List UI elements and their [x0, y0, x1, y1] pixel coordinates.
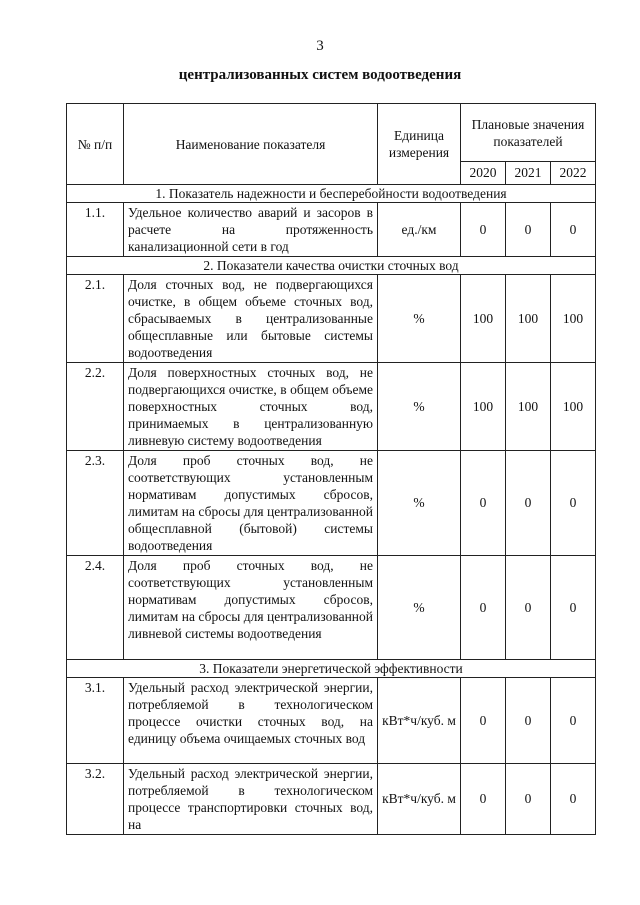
section-title: 1. Показатель надежности и бесперебойности водоотведения: [67, 185, 596, 203]
header-year: 2022: [551, 162, 596, 185]
row-unit: ед./км: [378, 203, 461, 257]
row-value: 0: [551, 451, 596, 556]
row-value: 0: [551, 203, 596, 257]
row-value: 0: [461, 678, 506, 764]
header-year: 2021: [506, 162, 551, 185]
table-row: [67, 451, 596, 556]
row-unit: %: [378, 275, 461, 363]
row-value: 0: [461, 764, 506, 835]
table-row: [67, 363, 596, 451]
row-name: Доля проб сточных вод, не соответствующих установленным нормативам допустимых сбросов, лимитам на сбросы для централизованной общесплавной (бытовой) системы водоотведения: [124, 451, 378, 556]
row-unit: %: [378, 363, 461, 451]
row-value: 0: [461, 556, 506, 660]
row-name: Удельное количество аварий и засоров в расчете на протяженность канализационной сети в год: [124, 203, 378, 257]
header-num: № п/п: [67, 104, 124, 185]
row-unit: кВт*ч/куб. м: [378, 764, 461, 835]
row-name: Удельный расход электрической энергии, потребляемой в технологическом процессе транспортировки сточных вод, на: [124, 764, 378, 835]
row-value: 100: [506, 363, 551, 451]
row-value: 100: [551, 363, 596, 451]
table-row: [67, 764, 596, 835]
header-name: Наименование показателя: [124, 104, 378, 185]
section-title: 3. Показатели энергетической эффективности: [67, 660, 596, 678]
row-unit: %: [378, 556, 461, 660]
header-year: 2020: [461, 162, 506, 185]
row-value: 0: [461, 451, 506, 556]
row-value: 100: [551, 275, 596, 363]
row-unit: %: [378, 451, 461, 556]
row-value: 0: [551, 764, 596, 835]
header-plan: Плановые значения показателей: [461, 104, 596, 162]
table-row: [67, 556, 596, 660]
row-number: 1.1.: [67, 203, 124, 257]
row-value: 0: [506, 451, 551, 556]
row-value: 100: [506, 275, 551, 363]
row-number: 3.2.: [67, 764, 124, 835]
page-number: 3: [316, 38, 324, 54]
section-title: 2. Показатели качества очистки сточных вод: [67, 257, 596, 275]
row-number: 2.2.: [67, 363, 124, 451]
table-row: [67, 678, 596, 764]
row-value: 100: [461, 363, 506, 451]
row-name: Доля проб сточных вод, не соответствующих установленным нормативам допустимых сбросов, лимитам на сбросы для централизованной ливневой системы водоотведения: [124, 556, 378, 660]
row-value: 100: [461, 275, 506, 363]
row-value: 0: [506, 203, 551, 257]
row-value: 0: [506, 678, 551, 764]
row-value: 0: [461, 203, 506, 257]
row-value: 0: [551, 678, 596, 764]
table-row: [67, 275, 596, 363]
row-value: 0: [506, 764, 551, 835]
row-value: 0: [506, 556, 551, 660]
table-row: [67, 203, 596, 257]
row-name: Доля поверхностных сточных вод, не подвергающихся очистке, в общем объеме поверхностных сточных вод, принимаемых в централизованную ливневую систему водоотведения: [124, 363, 378, 451]
row-value: 0: [551, 556, 596, 660]
row-unit: кВт*ч/куб. м: [378, 678, 461, 764]
row-number: 2.4.: [67, 556, 124, 660]
document-title: централизованных систем водоотведения: [178, 67, 462, 83]
row-number: 3.1.: [67, 678, 124, 764]
row-number: 2.1.: [67, 275, 124, 363]
row-name: Доля сточных вод, не подвергающихся очистке, в общем объеме сточных вод, сбрасываемых в централизованные общесплавные или бытовые системы водоотведения: [124, 275, 378, 363]
indicators-table: [66, 103, 596, 835]
row-number: 2.3.: [67, 451, 124, 556]
row-name: Удельный расход электрической энергии, потребляемой в технологическом процессе очистки сточных вод, на единицу объема очищаемых сточных вод: [124, 678, 378, 764]
header-unit: Единица измерения: [378, 104, 461, 185]
